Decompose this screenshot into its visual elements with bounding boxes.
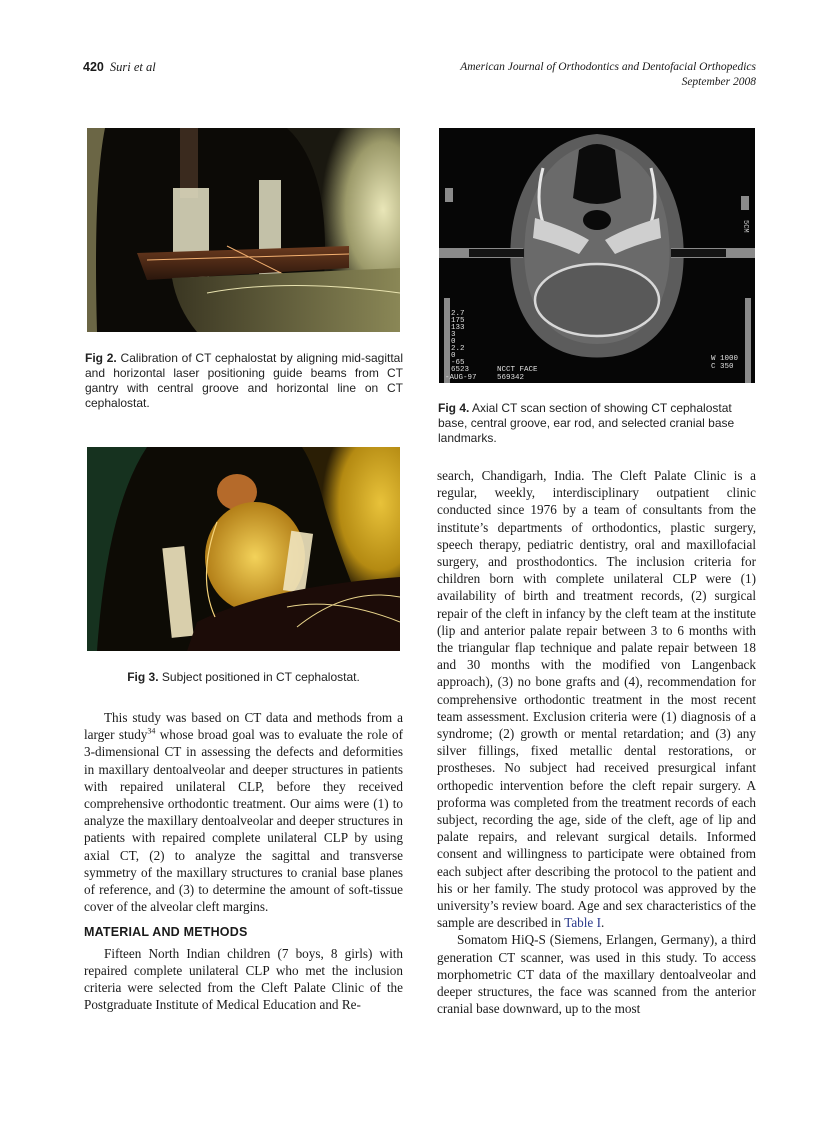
figure-3-caption-text: Subject positioned in CT cephalostat. <box>161 670 360 684</box>
svg-text:2.7: 2.7 <box>451 310 465 318</box>
right-column <box>437 467 756 1018</box>
svg-text:133: 133 <box>451 324 465 332</box>
svg-text:569342: 569342 <box>497 374 525 382</box>
running-header-left <box>83 60 156 75</box>
methods-paragraph-continued: search, Chandigarh, India. The Cleft Palate Clinic is a regular, weekly, interdisciplinary outpatient clinic conducted since 1976 by a team of consultants from the institute’s departments of orthodontics, plastic surgery, speech therapy, pediatric dentistry, oral and maxillofacial surgery, and prosthodontics. The inclusion criteria for children born with complete unilateral CLP were (1) availability of birth and treatment records, (2) surgical repair of the cleft in infancy by the cleft team at the institute (lip and anterior palate repair between 3 to 6 months with the triangular flap technique and palate repair between 18 and 30 months with the modified von Langenback approach), (3) no bone grafts and (4), recommendation for comprehensive orthodontic treatment in the most recent team assessment. Exclusion criteria were (1) diagnosis of a syndrome; (2) growth or mental retardation; and (3) any silver fillings, fixed metallic dental restorations, or prostheses. No subject had received presurgical infant orthopedic intervention before the cleft repair surgery. A proforma was completed from the treatment records of each subject, recording the age, side of the cleft, age of lip and palate repairs, and relevant surgical details. Informed consent and willingness to participate were obtained from each subject after describing the protocol to the patient and his or her family. The study protocol was approved by the university’s review board. Age and sex characteristics of the sample are described in Table I. <box>437 468 756 931</box>
figure-2-label: Fig 2. <box>85 351 117 365</box>
left-column <box>84 709 403 1013</box>
journal-title: American Journal of Orthodontics and Dentofacial Orthopedics <box>460 61 756 73</box>
svg-text:2.2: 2.2 <box>451 345 465 353</box>
figure-4-label: Fig 4. <box>438 401 470 415</box>
svg-text:-65: -65 <box>451 359 465 367</box>
methods-paragraph-scanner: Somatom HiQ-S (Siemens, Erlangen, Germany), a third generation CT scanner, was used in this study. To access morphometric CT data of the maxillary dentoalveolar and deeper structures, the face was scanned from the anterior cranial base downward, up to the most <box>437 932 756 1017</box>
figure-3-caption <box>87 670 400 685</box>
figure-4-caption <box>438 401 758 446</box>
svg-text:175: 175 <box>451 317 465 325</box>
ct-cephalostat-photo <box>87 128 400 332</box>
svg-text:-AUG-97: -AUG-97 <box>445 374 477 382</box>
svg-text:W 1000: W 1000 <box>711 355 739 363</box>
svg-text:0: 0 <box>451 338 456 346</box>
section-heading-material-and-methods: MATERIAL AND METHODS <box>84 925 248 940</box>
figure-2-caption-text: Calibration of CT cephalostat by aligning mid-sagittal and horizontal laser positioning guide beams from CT gantry with central groove and horizontal line on CT cephalostat. <box>85 351 403 410</box>
reference-34[interactable]: 34 <box>147 726 156 736</box>
methods-paragraph-1: Fifteen North Indian children (7 boys, 8 girls) with repaired complete unilateral CLP who met the inclusion criteria were selected from the Cleft Palate Clinic of the Postgraduate Institute of Medical Education and Re- <box>84 945 403 1013</box>
ct-scale-label: 5CM <box>741 220 749 233</box>
page-number: 420 <box>83 60 104 74</box>
svg-text:6523: 6523 <box>451 366 470 374</box>
running-authors: Suri et al <box>109 60 156 74</box>
svg-text:NCCT FACE: NCCT FACE <box>497 366 538 374</box>
svg-text:3: 3 <box>451 331 456 339</box>
figure-3-label: Fig 3. <box>127 670 159 684</box>
figure-3-image <box>87 447 400 651</box>
running-header-right <box>460 60 756 90</box>
axial-ct-scan-image <box>439 128 755 383</box>
figure-4-caption-text: Axial CT scan section of showing CT cephalostat base, central groove, ear rod, and selected cranial base landmarks. <box>438 401 735 445</box>
subject-positioned-photo <box>87 447 400 651</box>
figure-2-caption <box>85 351 403 411</box>
intro-paragraph: This study was based on CT data and methods from a larger study$^{34}$ whose broad goal was to evaluate the role of 3-dimensional CT in assessing the defects and deformities in maxillary dentoalveolar and deeper structures in patients with repaired unilateral CLP, before they received comprehensive orthodontic treatment. Our aims were (1) to analyze the maxillary dentoalveolar and deeper structures in patients with repaired complete unilateral CLP by using axial CT, (2) to analyze the sagittal and transverse symmetry of the maxillary structures to cranial base planes of reference, and (3) to determine the amount of soft-tissue cover of the alveolar cleft margins. <box>84 710 403 915</box>
table-1-link[interactable]: Table I <box>564 915 601 931</box>
svg-text:0: 0 <box>451 352 456 360</box>
figure-4-image <box>439 128 755 383</box>
svg-text:C 350: C 350 <box>711 363 734 371</box>
figure-2-image <box>87 128 400 332</box>
issue-date: September 2008 <box>681 76 756 88</box>
